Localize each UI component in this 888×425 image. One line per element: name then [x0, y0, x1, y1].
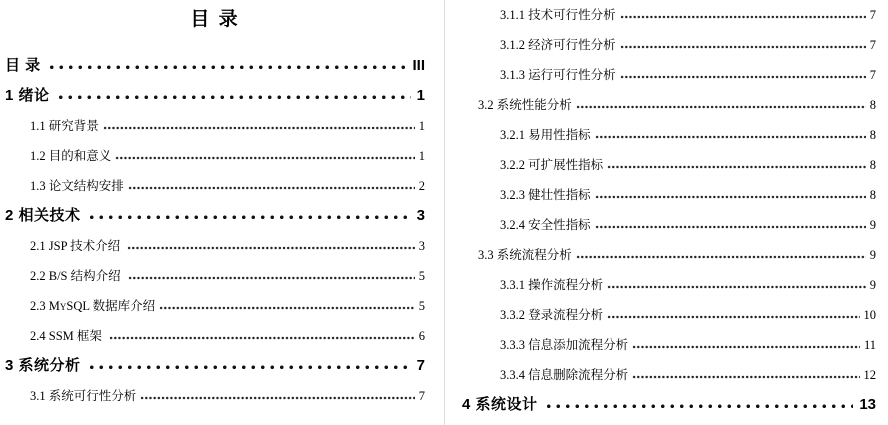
toc-entry[interactable]: [30, 231, 425, 261]
toc-entry-label: 2.1 JSP 技术介绍: [30, 239, 124, 253]
toc-entry-label: 2 相关技术: [5, 207, 81, 224]
toc-entry-page: 11: [863, 338, 876, 352]
toc-entry-label: 3.1.1 技术可行性分析: [500, 8, 616, 22]
dot-leader: [115, 155, 414, 160]
toc-entry[interactable]: [500, 360, 876, 390]
toc-entry-label: 3.2.1 易用性指标: [500, 128, 591, 142]
dot-leader: [159, 305, 415, 310]
dot-leader: [128, 275, 415, 280]
toc-entry[interactable]: [30, 381, 425, 411]
toc-entry-page: 6: [418, 329, 425, 343]
toc-entry-page: 12: [863, 368, 876, 382]
toc-entry-page: 7: [869, 68, 876, 82]
toc-entry[interactable]: [5, 81, 425, 111]
dot-leader: [620, 74, 866, 79]
dot-leader: [109, 335, 415, 340]
toc-entry-label: 3.2 系统性能分析: [478, 98, 572, 112]
toc-entry-page: 9: [869, 278, 876, 292]
toc-entry-label: 1.1 研究背景: [30, 119, 99, 133]
toc-entry[interactable]: [5, 51, 425, 81]
toc-entry[interactable]: [500, 30, 876, 60]
dot-leader: [544, 403, 854, 409]
dot-leader: [576, 104, 866, 109]
toc-entries-left: [5, 51, 425, 411]
toc-entry-label: 2.3 MySQL 数据库介绍: [30, 299, 156, 313]
dot-leader: [140, 395, 414, 400]
toc-entry[interactable]: [500, 330, 876, 360]
dot-leader: [127, 245, 414, 250]
toc-entry-label: 3.3.4 信息删除流程分析: [500, 368, 629, 382]
toc-entry-page: 7: [869, 38, 876, 52]
toc-entry[interactable]: [30, 291, 425, 321]
toc-entry-page: 7: [416, 357, 425, 374]
dot-leader: [103, 125, 415, 130]
toc-entry[interactable]: [500, 180, 876, 210]
toc-entry-label: 3 系统分析: [5, 357, 81, 374]
dot-leader: [595, 194, 866, 199]
toc-entry-page: 8: [869, 188, 876, 202]
dot-leader: [87, 364, 411, 370]
toc-entry[interactable]: [30, 171, 425, 201]
toc-entry-label: 3.3.3 信息添加流程分析: [500, 338, 629, 352]
toc-entry[interactable]: [462, 390, 876, 420]
toc-entry-page: 1: [418, 149, 425, 163]
toc-entry-page: 2: [418, 179, 425, 193]
toc-entry-page: 7: [418, 389, 425, 403]
toc-entry[interactable]: [30, 111, 425, 141]
dot-leader: [56, 94, 411, 100]
toc-entry-label: 3.3.1 操作流程分析: [500, 278, 604, 292]
toc-entry-page: 8: [869, 158, 876, 172]
toc-entry-label: 3.1.2 经济可行性分析: [500, 38, 616, 52]
toc-entry-label: 3.2.2 可扩展性指标: [500, 158, 604, 172]
toc-entry[interactable]: [5, 201, 425, 231]
page-divider: [444, 0, 445, 425]
toc-entry-label: 2.4 SSM 框架: [30, 329, 106, 343]
toc-entries-right: [462, 0, 876, 420]
toc-entry[interactable]: [5, 351, 425, 381]
toc-entry[interactable]: [478, 240, 876, 270]
toc-entry-label: 3.3.2 登录流程分析: [500, 308, 604, 322]
toc-entry-label: 4 系统设计: [462, 396, 538, 413]
dot-leader: [576, 254, 866, 259]
toc-entry-page: 8: [869, 128, 876, 142]
toc-entry[interactable]: [500, 210, 876, 240]
dot-leader: [620, 14, 866, 19]
dot-leader: [607, 314, 859, 319]
toc-entry-label: 3.1 系统可行性分析: [30, 389, 137, 403]
toc-entry[interactable]: [478, 90, 876, 120]
toc-entry-label: 3.3 系统流程分析: [478, 248, 572, 262]
toc-entry-label: 目 录: [5, 57, 41, 74]
toc-entry-page: III: [412, 57, 425, 74]
dot-leader: [607, 164, 866, 169]
dot-leader: [595, 224, 866, 229]
toc-entry-label: 3.1.3 运行可行性分析: [500, 68, 616, 82]
toc-entry-page: 8: [869, 98, 876, 112]
toc-entry-label: 1 绪论: [5, 87, 50, 104]
toc-entry-label: 1.3 论文结构安排: [30, 179, 124, 193]
toc-entry[interactable]: [500, 300, 876, 330]
toc-entry-label: 1.2 目的和意义: [30, 149, 112, 163]
toc-entry-label: 3.2.3 健壮性指标: [500, 188, 591, 202]
toc-entry-label: 2.2 B/S 结构介绍: [30, 269, 124, 283]
dot-leader: [632, 344, 860, 349]
dot-leader: [620, 44, 866, 49]
toc-title: 目 录: [190, 9, 240, 30]
toc-entry[interactable]: [30, 321, 425, 351]
toc-entry[interactable]: [500, 120, 876, 150]
toc-entry[interactable]: [500, 150, 876, 180]
toc-entry-label: 3.2.4 安全性指标: [500, 218, 591, 232]
toc-entry-page: 10: [863, 308, 876, 322]
toc-entry-page: 3: [418, 239, 425, 253]
toc-entry-page: 13: [859, 396, 876, 413]
toc-page-right: [446, 0, 888, 425]
toc-entry[interactable]: [500, 270, 876, 300]
toc-entry[interactable]: [30, 261, 425, 291]
toc-entry[interactable]: [500, 60, 876, 90]
dot-leader: [47, 64, 407, 70]
dot-leader: [595, 134, 866, 139]
toc-entry[interactable]: [30, 141, 425, 171]
toc-entry-page: 1: [416, 87, 425, 104]
dot-leader: [87, 214, 411, 220]
toc-entry-page: 3: [416, 207, 425, 224]
toc-entry-page: 1: [418, 119, 425, 133]
toc-entry-page: 5: [418, 269, 425, 283]
dot-leader: [632, 374, 859, 379]
toc-entry-page: 7: [869, 8, 876, 22]
toc-entry-page: 9: [869, 248, 876, 262]
toc-entry-page: 9: [869, 218, 876, 232]
dot-leader: [128, 185, 415, 190]
dot-leader: [607, 284, 866, 289]
toc-entry[interactable]: [500, 0, 876, 30]
toc-entry-page: 5: [418, 299, 425, 313]
